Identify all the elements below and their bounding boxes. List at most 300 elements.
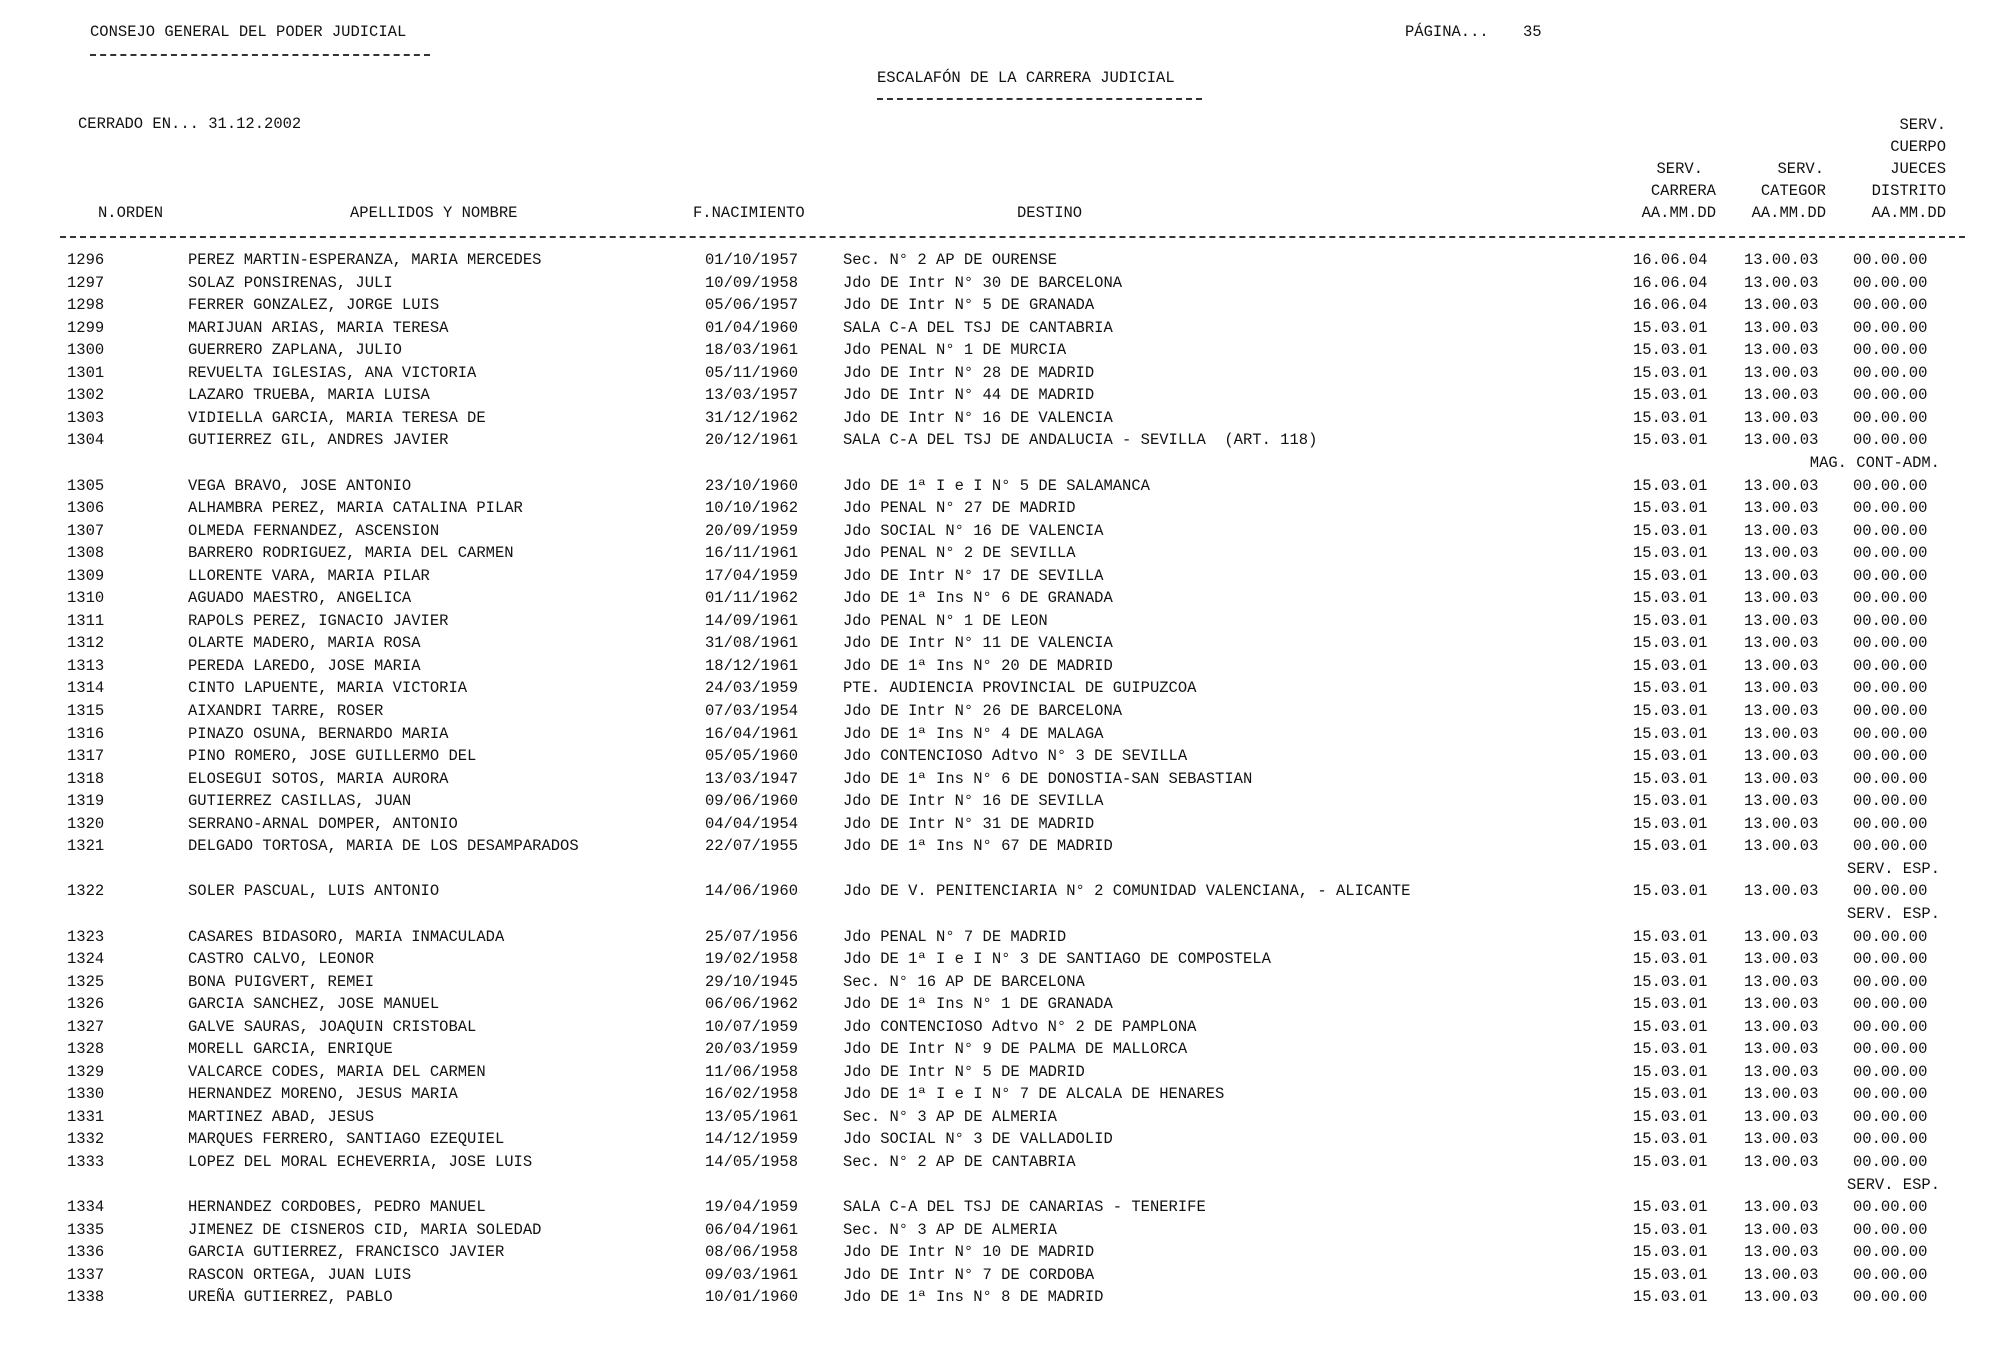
table-row [0,1151,2000,1173]
row-serv-carrera: 15.03.01 [1633,882,1708,901]
row-serv-distrito: 00.00.00 [1853,363,1928,382]
row-serv-distrito: 00.00.00 [1853,1265,1928,1284]
row-serv-carrera: 15.03.01 [1633,634,1708,653]
row-orden: 1312 [67,634,105,653]
col-header-destino: DESTINO [1017,204,1083,222]
row-serv-carrera: 15.03.01 [1633,386,1708,405]
table-row [0,813,2000,835]
row-orden: 1327 [67,1017,105,1036]
row-serv-distrito: 00.00.00 [1853,476,1928,495]
row-nacimiento: 20/03/1959 [705,1040,799,1059]
row-serv-carrera: 15.03.01 [1633,927,1708,946]
row-serv-categor: 13.00.03 [1744,363,1819,382]
row-nacimiento: 18/12/1961 [705,656,799,675]
row-serv-carrera: 15.03.01 [1633,611,1708,630]
row-serv-carrera: 16.06.04 [1633,251,1708,269]
table-row [0,294,2000,316]
row-orden: 1315 [67,702,105,720]
row-serv-distrito: 00.00.00 [1853,273,1928,292]
row-orden: 1302 [67,386,105,405]
row-destino: SALA C-A DEL TSJ DE CANARIAS - TENERIFE [843,1198,1206,1217]
row-nombre: VIDIELLA GARCIA, MARIA TERESA DE [188,408,486,427]
row-nacimiento: 05/11/1960 [705,363,799,382]
row-orden: 1328 [67,1040,105,1059]
row-nombre: CASARES BIDASORO, MARIA INMACULADA [188,927,505,946]
row-serv-carrera: 16.06.04 [1633,273,1708,292]
row-serv-categor: 13.00.03 [1744,769,1819,788]
row-orden: 1318 [67,769,105,788]
row-nacimiento: 14/06/1960 [705,882,799,901]
row-nacimiento: 13/03/1957 [705,386,799,405]
row-serv-distrito: 00.00.00 [1853,1220,1928,1239]
row-serv-categor: 13.00.03 [1744,408,1819,427]
table-row [0,880,2000,902]
row-nombre: CASTRO CALVO, LEONOR [188,950,375,969]
row-serv-carrera: 15.03.01 [1633,1265,1708,1284]
row-nombre: RAPOLS PEREZ, IGNACIO JAVIER [188,611,449,630]
row-orden: 1329 [67,1062,105,1081]
row-serv-carrera: 15.03.01 [1633,1198,1708,1217]
row-orden: 1308 [67,544,105,563]
table-row [0,790,2000,812]
row-orden: 1323 [67,927,105,946]
row-destino: Jdo DE Intr N° 30 DE BARCELONA [843,273,1123,292]
row-serv-carrera: 15.03.01 [1633,1017,1708,1036]
row-serv-categor: 13.00.03 [1744,499,1819,518]
row-serv-distrito: 00.00.00 [1853,544,1928,563]
row-orden: 1324 [67,950,105,969]
row-serv-carrera: 15.03.01 [1633,995,1708,1014]
row-nacimiento: 17/04/1959 [705,566,799,585]
table-row [0,926,2000,948]
row-serv-categor: 13.00.03 [1744,747,1819,766]
row-destino: Jdo CONTENCIOSO Adtvo N° 3 DE SEVILLA [843,747,1188,766]
row-nacimiento: 14/05/1958 [705,1153,799,1171]
row-nombre: CINTO LAPUENTE, MARIA VICTORIA [188,679,468,698]
row-serv-distrito: 00.00.00 [1853,769,1928,788]
row-serv-carrera: 15.03.01 [1633,769,1708,788]
row-orden: 1325 [67,972,105,991]
row-nombre: MORELL GARCIA, ENRIQUE [188,1040,393,1059]
row-nombre: MARIJUAN ARIAS, MARIA TERESA [188,318,449,337]
table-row [0,1196,2000,1218]
row-nacimiento: 05/05/1960 [705,747,799,766]
row-serv-categor: 13.00.03 [1744,318,1819,337]
row-serv-categor: 13.00.03 [1744,544,1819,563]
row-destino: Jdo DE Intr N° 28 DE MADRID [843,363,1095,382]
row-destino: Sec. N° 16 AP DE BARCELONA [843,972,1085,991]
row-nombre: FERRER GONZALEZ, JORGE LUIS [188,296,440,315]
row-destino: Jdo PENAL N° 7 DE MADRID [843,927,1067,946]
row-serv-categor: 13.00.03 [1744,814,1819,833]
row-nacimiento: 29/10/1945 [705,972,799,991]
row-serv-carrera: 15.03.01 [1633,1153,1708,1171]
row-nacimiento: 13/03/1947 [705,769,799,788]
row-serv-carrera: 15.03.01 [1633,1040,1708,1059]
row-serv-carrera: 15.03.01 [1633,747,1708,766]
row-serv-carrera: 15.03.01 [1633,589,1708,608]
row-serv-distrito: 00.00.00 [1853,950,1928,969]
row-nacimiento: 16/02/1958 [705,1085,799,1104]
table-row [0,610,2000,632]
row-serv-categor: 13.00.03 [1744,521,1819,540]
row-serv-distrito: 00.00.00 [1853,499,1928,518]
row-serv-carrera: 15.03.01 [1633,1062,1708,1081]
row-nombre: LLORENTE VARA, MARIA PILAR [188,566,430,585]
closed-date: CERRADO EN... 31.12.2002 [78,115,302,133]
row-nombre: SOLAZ PONSIRENAS, JULI [188,273,393,292]
row-destino: Jdo DE 1ª Ins N° 4 DE MALAGA [843,724,1104,743]
row-nombre: LOPEZ DEL MORAL ECHEVERRIA, JOSE LUIS [188,1153,533,1171]
row-serv-categor: 13.00.03 [1744,1130,1819,1149]
row-destino: Jdo DE 1ª I e I N° 3 DE SANTIAGO DE COMPOSTELA [843,950,1271,969]
row-destino: Jdo DE Intr N° 44 DE MADRID [843,386,1095,405]
row-serv-carrera: 15.03.01 [1633,656,1708,675]
row-serv-categor: 13.00.03 [1744,1288,1819,1307]
row-orden: 1338 [67,1288,105,1307]
row-orden: 1337 [67,1265,105,1284]
row-destino: Jdo PENAL N° 27 DE MADRID [843,499,1076,518]
row-serv-categor: 13.00.03 [1744,273,1819,292]
row-serv-categor: 13.00.03 [1744,431,1819,450]
row-serv-distrito: 00.00.00 [1853,972,1928,991]
row-nombre: AIXANDRI TARRE, ROSER [188,702,384,720]
col-header-carrera-3: AA.MM.DD [1641,204,1716,222]
row-nombre: GUTIERREZ GIL, ANDRES JAVIER [188,431,449,450]
row-nacimiento: 23/10/1960 [705,476,799,495]
row-nacimiento: 10/09/1958 [705,273,799,292]
table-row [0,677,2000,699]
row-nacimiento: 19/04/1959 [705,1198,799,1217]
row-serv-categor: 13.00.03 [1744,1243,1819,1262]
row-nombre: JIMENEZ DE CISNEROS CID, MARIA SOLEDAD [188,1220,542,1239]
table-row [0,723,2000,745]
row-nombre: GARCIA SANCHEZ, JOSE MANUEL [188,995,440,1014]
row-serv-carrera: 15.03.01 [1633,702,1708,720]
row-serv-distrito: 00.00.00 [1853,1017,1928,1036]
row-orden: 1320 [67,814,105,833]
row-serv-distrito: 00.00.00 [1853,521,1928,540]
col-header-nombre: APELLIDOS Y NOMBRE [350,204,518,222]
row-nombre: SERRANO-ARNAL DOMPER, ANTONIO [188,814,458,833]
row-orden: 1321 [67,837,105,856]
row-serv-distrito: 00.00.00 [1853,882,1928,901]
row-serv-carrera: 15.03.01 [1633,679,1708,698]
row-serv-distrito: 00.00.00 [1853,995,1928,1014]
row-serv-categor: 13.00.03 [1744,296,1819,315]
row-serv-categor: 13.00.03 [1744,837,1819,856]
row-orden: 1306 [67,499,105,518]
table-row [0,317,2000,339]
row-orden: 1332 [67,1130,105,1149]
row-serv-distrito: 00.00.00 [1853,566,1928,585]
row-destino: Jdo DE Intr N° 16 DE SEVILLA [843,792,1104,811]
row-orden: 1330 [67,1085,105,1104]
row-serv-distrito: 00.00.00 [1853,837,1928,856]
row-serv-carrera: 15.03.01 [1633,950,1708,969]
row-serv-categor: 13.00.03 [1744,1085,1819,1104]
row-serv-distrito: 00.00.00 [1853,1198,1928,1217]
table-row [0,1219,2000,1241]
table-row [0,835,2000,857]
row-orden: 1301 [67,363,105,382]
row-nombre: GALVE SAURAS, JOAQUIN CRISTOBAL [188,1017,477,1036]
row-serv-carrera: 15.03.01 [1633,837,1708,856]
row-nacimiento: 16/04/1961 [705,724,799,743]
row-serv-distrito: 00.00.00 [1853,747,1928,766]
row-nombre: MARQUES FERRERO, SANTIAGO EZEQUIEL [188,1130,505,1149]
row-destino: Jdo DE Intr N° 9 DE PALMA DE MALLORCA [843,1040,1188,1059]
row-serv-carrera: 15.03.01 [1633,972,1708,991]
row-destino: Jdo DE 1ª Ins N° 20 DE MADRID [843,656,1113,675]
row-serv-distrito: 00.00.00 [1853,386,1928,405]
row-destino: Jdo DE 1ª I e I N° 7 DE ALCALA DE HENARES [843,1085,1225,1104]
row-serv-carrera: 15.03.01 [1633,341,1708,360]
row-nacimiento: 19/02/1958 [705,950,799,969]
col-header-distrito-3: JUECES [1890,160,1946,178]
row-nacimiento: 20/09/1959 [705,521,799,540]
row-destino: Sec. N° 3 AP DE ALMERIA [843,1107,1057,1126]
row-orden: 1296 [67,251,105,269]
table-row [0,655,2000,677]
row-destino: Jdo DE 1ª Ins N° 1 DE GRANADA [843,995,1113,1014]
row-orden: 1313 [67,656,105,675]
row-nacimiento: 08/06/1958 [705,1243,799,1262]
row-nombre: PINAZO OSUNA, BERNARDO MARIA [188,724,449,743]
row-serv-distrito: 00.00.00 [1853,702,1928,720]
row-serv-categor: 13.00.03 [1744,1153,1819,1171]
row-orden: 1336 [67,1243,105,1262]
row-nacimiento: 07/03/1954 [705,702,799,720]
row-destino: Jdo DE 1ª Ins N° 67 DE MADRID [843,837,1113,856]
col-header-distrito-2: CUERPO [1890,138,1946,156]
row-destino: Jdo PENAL N° 1 DE LEON [843,611,1048,630]
row-destino: Jdo DE 1ª I e I N° 5 DE SALAMANCA [843,476,1150,495]
col-header-categor-1: SERV. [1777,160,1824,178]
row-nombre: GARCIA GUTIERREZ, FRANCISCO JAVIER [188,1243,505,1262]
row-nombre: PEREZ MARTIN-ESPERANZA, MARIA MERCEDES [188,251,542,269]
row-orden: 1335 [67,1220,105,1239]
row-serv-carrera: 15.03.01 [1633,1243,1708,1262]
row-serv-distrito: 00.00.00 [1853,814,1928,833]
table-row [0,1061,2000,1083]
row-nacimiento: 18/03/1961 [705,341,799,360]
row-serv-carrera: 15.03.01 [1633,814,1708,833]
table-row [0,993,2000,1015]
row-serv-carrera: 15.03.01 [1633,1288,1708,1307]
row-serv-distrito: 00.00.00 [1853,656,1928,675]
row-orden: 1322 [67,882,105,901]
table-row [0,587,2000,609]
table-row [0,362,2000,384]
table-row [0,1106,2000,1128]
row-serv-carrera: 15.03.01 [1633,431,1708,450]
row-serv-distrito: 00.00.00 [1853,792,1928,811]
row-destino: Jdo DE Intr N° 11 DE VALENCIA [843,634,1113,653]
row-nacimiento: 05/06/1957 [705,296,799,315]
row-serv-carrera: 15.03.01 [1633,499,1708,518]
row-serv-carrera: 15.03.01 [1633,1107,1708,1126]
table-row [0,745,2000,767]
table-row [0,1241,2000,1263]
table-row [0,1038,2000,1060]
row-nacimiento: 01/04/1960 [705,318,799,337]
row-destino: Jdo DE V. PENITENCIARIA N° 2 COMUNIDAD VALENCIANA, - ALICANTE [843,882,1411,901]
row-serv-distrito: 00.00.00 [1853,1085,1928,1104]
row-serv-categor: 13.00.03 [1744,1220,1819,1239]
row-nacimiento: 31/08/1961 [705,634,799,653]
row-serv-distrito: 00.00.00 [1853,318,1928,337]
row-nacimiento: 16/11/1961 [705,544,799,563]
row-nacimiento: 25/07/1956 [705,927,799,946]
row-serv-categor: 13.00.03 [1744,566,1819,585]
row-orden: 1316 [67,724,105,743]
row-serv-categor: 13.00.03 [1744,724,1819,743]
row-serv-carrera: 15.03.01 [1633,792,1708,811]
col-header-carrera-2: CARRERA [1650,182,1716,200]
page-number: 35 [1523,23,1542,41]
col-header-nacimiento: F.NACIMIENTO [693,204,805,222]
row-nacimiento: 20/12/1961 [705,431,799,450]
row-orden: 1298 [67,296,105,315]
row-nombre: VEGA BRAVO, JOSE ANTONIO [188,476,412,495]
row-destino: Jdo CONTENCIOSO Adtvo N° 2 DE PAMPLONA [843,1017,1197,1036]
row-destino: Sec. N° 2 AP DE OURENSE [843,251,1057,269]
row-orden: 1300 [67,341,105,360]
row-nombre: MARTINEZ ABAD, JESUS [188,1107,375,1126]
table-row [0,429,2000,451]
row-destino: Jdo SOCIAL N° 16 DE VALENCIA [843,521,1104,540]
row-nombre: UREÑA GUTIERREZ, PABLO [188,1288,393,1307]
row-nombre: DELGADO TORTOSA, MARIA DE LOS DESAMPARADOS [188,837,579,856]
row-orden: 1297 [67,273,105,292]
table-row [0,542,2000,564]
org-underline [90,54,430,56]
table-row [0,971,2000,993]
row-serv-categor: 13.00.03 [1744,1017,1819,1036]
row-orden: 1307 [67,521,105,540]
row-serv-distrito: 00.00.00 [1853,296,1928,315]
row-serv-carrera: 15.03.01 [1633,566,1708,585]
row-serv-carrera: 15.03.01 [1633,1130,1708,1149]
row-nombre: LAZARO TRUEBA, MARIA LUISA [188,386,430,405]
header-separator [60,236,1965,238]
row-destino: Jdo DE Intr N° 10 DE MADRID [843,1243,1095,1262]
row-serv-categor: 13.00.03 [1744,634,1819,653]
col-header-distrito-1: SERV. [1899,116,1946,134]
row-note: SERV. ESP. [1846,859,1940,878]
row-nacimiento: 14/12/1959 [705,1130,799,1149]
col-header-orden: N.ORDEN [98,204,164,222]
col-header-categor-3: AA.MM.DD [1751,204,1826,222]
row-orden: 1305 [67,476,105,495]
row-serv-carrera: 15.03.01 [1633,363,1708,382]
row-nacimiento: 24/03/1959 [705,679,799,698]
row-serv-distrito: 00.00.00 [1853,251,1928,269]
col-header-categor-2: CATEGOR [1760,182,1826,200]
row-serv-categor: 13.00.03 [1744,341,1819,360]
row-serv-distrito: 00.00.00 [1853,431,1928,450]
row-serv-categor: 13.00.03 [1744,476,1819,495]
row-orden: 1311 [67,611,105,630]
row-serv-categor: 13.00.03 [1744,995,1819,1014]
row-destino: Jdo DE 1ª Ins N° 6 DE GRANADA [843,589,1113,608]
row-nacimiento: 01/11/1962 [705,589,799,608]
table-row [0,948,2000,970]
row-serv-distrito: 00.00.00 [1853,679,1928,698]
table-row [0,475,2000,497]
row-orden: 1309 [67,566,105,585]
row-destino: SALA C-A DEL TSJ DE CANTABRIA [843,318,1113,337]
row-nombre: GUTIERREZ CASILLAS, JUAN [188,792,412,811]
row-nacimiento: 10/10/1962 [705,499,799,518]
row-nombre: ALHAMBRA PEREZ, MARIA CATALINA PILAR [188,499,523,518]
table-row [0,407,2000,429]
row-serv-carrera: 15.03.01 [1633,724,1708,743]
row-orden: 1317 [67,747,105,766]
row-nacimiento: 13/05/1961 [705,1107,799,1126]
row-nacimiento: 06/04/1961 [705,1220,799,1239]
row-serv-distrito: 00.00.00 [1853,724,1928,743]
row-nombre: PINO ROMERO, JOSE GUILLERMO DEL [188,747,477,766]
row-orden: 1319 [67,792,105,811]
row-nombre: HERNANDEZ CORDOBES, PEDRO MANUEL [188,1198,486,1217]
table-row [0,1286,2000,1308]
row-serv-categor: 13.00.03 [1744,611,1819,630]
row-orden: 1304 [67,431,105,450]
row-nacimiento: 31/12/1962 [705,408,799,427]
document-title: ESCALAFÓN DE LA CARRERA JUDICIAL [877,69,1175,87]
row-nacimiento: 04/04/1954 [705,814,799,833]
row-destino: Jdo DE 1ª Ins N° 8 DE MADRID [843,1288,1104,1307]
row-destino: Sec. N° 3 AP DE ALMERIA [843,1220,1057,1239]
table-row [0,339,2000,361]
row-serv-categor: 13.00.03 [1744,1040,1819,1059]
row-orden: 1314 [67,679,105,698]
row-serv-distrito: 00.00.00 [1853,634,1928,653]
row-serv-distrito: 00.00.00 [1853,1243,1928,1262]
row-nombre: REVUELTA IGLESIAS, ANA VICTORIA [188,363,477,382]
row-serv-categor: 13.00.03 [1744,927,1819,946]
row-nombre: RASCON ORTEGA, JUAN LUIS [188,1265,412,1284]
row-note: MAG. CONT-ADM. [1809,453,1940,472]
row-destino: Sec. N° 2 AP DE CANTABRIA [843,1153,1076,1171]
row-serv-distrito: 00.00.00 [1853,1288,1928,1307]
table-row [0,1128,2000,1150]
row-serv-categor: 13.00.03 [1744,1265,1819,1284]
row-serv-categor: 13.00.03 [1744,972,1819,991]
row-serv-categor: 13.00.03 [1744,702,1819,720]
col-header-distrito-4: DISTRITO [1871,182,1946,200]
row-serv-carrera: 15.03.01 [1633,408,1708,427]
table-row [0,497,2000,519]
row-nombre: GUERRERO ZAPLANA, JULIO [188,341,402,360]
table-row [0,565,2000,587]
row-serv-carrera: 15.03.01 [1633,318,1708,337]
row-serv-categor: 13.00.03 [1744,589,1819,608]
organization-name: CONSEJO GENERAL DEL PODER JUDICIAL [90,23,407,41]
row-serv-carrera: 15.03.01 [1633,544,1708,563]
table-row [0,1016,2000,1038]
row-serv-distrito: 00.00.00 [1853,1107,1928,1126]
title-underline [877,98,1202,100]
col-header-carrera-1: SERV. [1656,160,1703,178]
row-destino: Jdo DE Intr N° 7 DE CORDOBA [843,1265,1095,1284]
row-serv-distrito: 00.00.00 [1853,1062,1928,1081]
row-orden: 1331 [67,1107,105,1126]
row-nacimiento: 01/10/1957 [705,251,799,269]
row-serv-carrera: 15.03.01 [1633,1085,1708,1104]
